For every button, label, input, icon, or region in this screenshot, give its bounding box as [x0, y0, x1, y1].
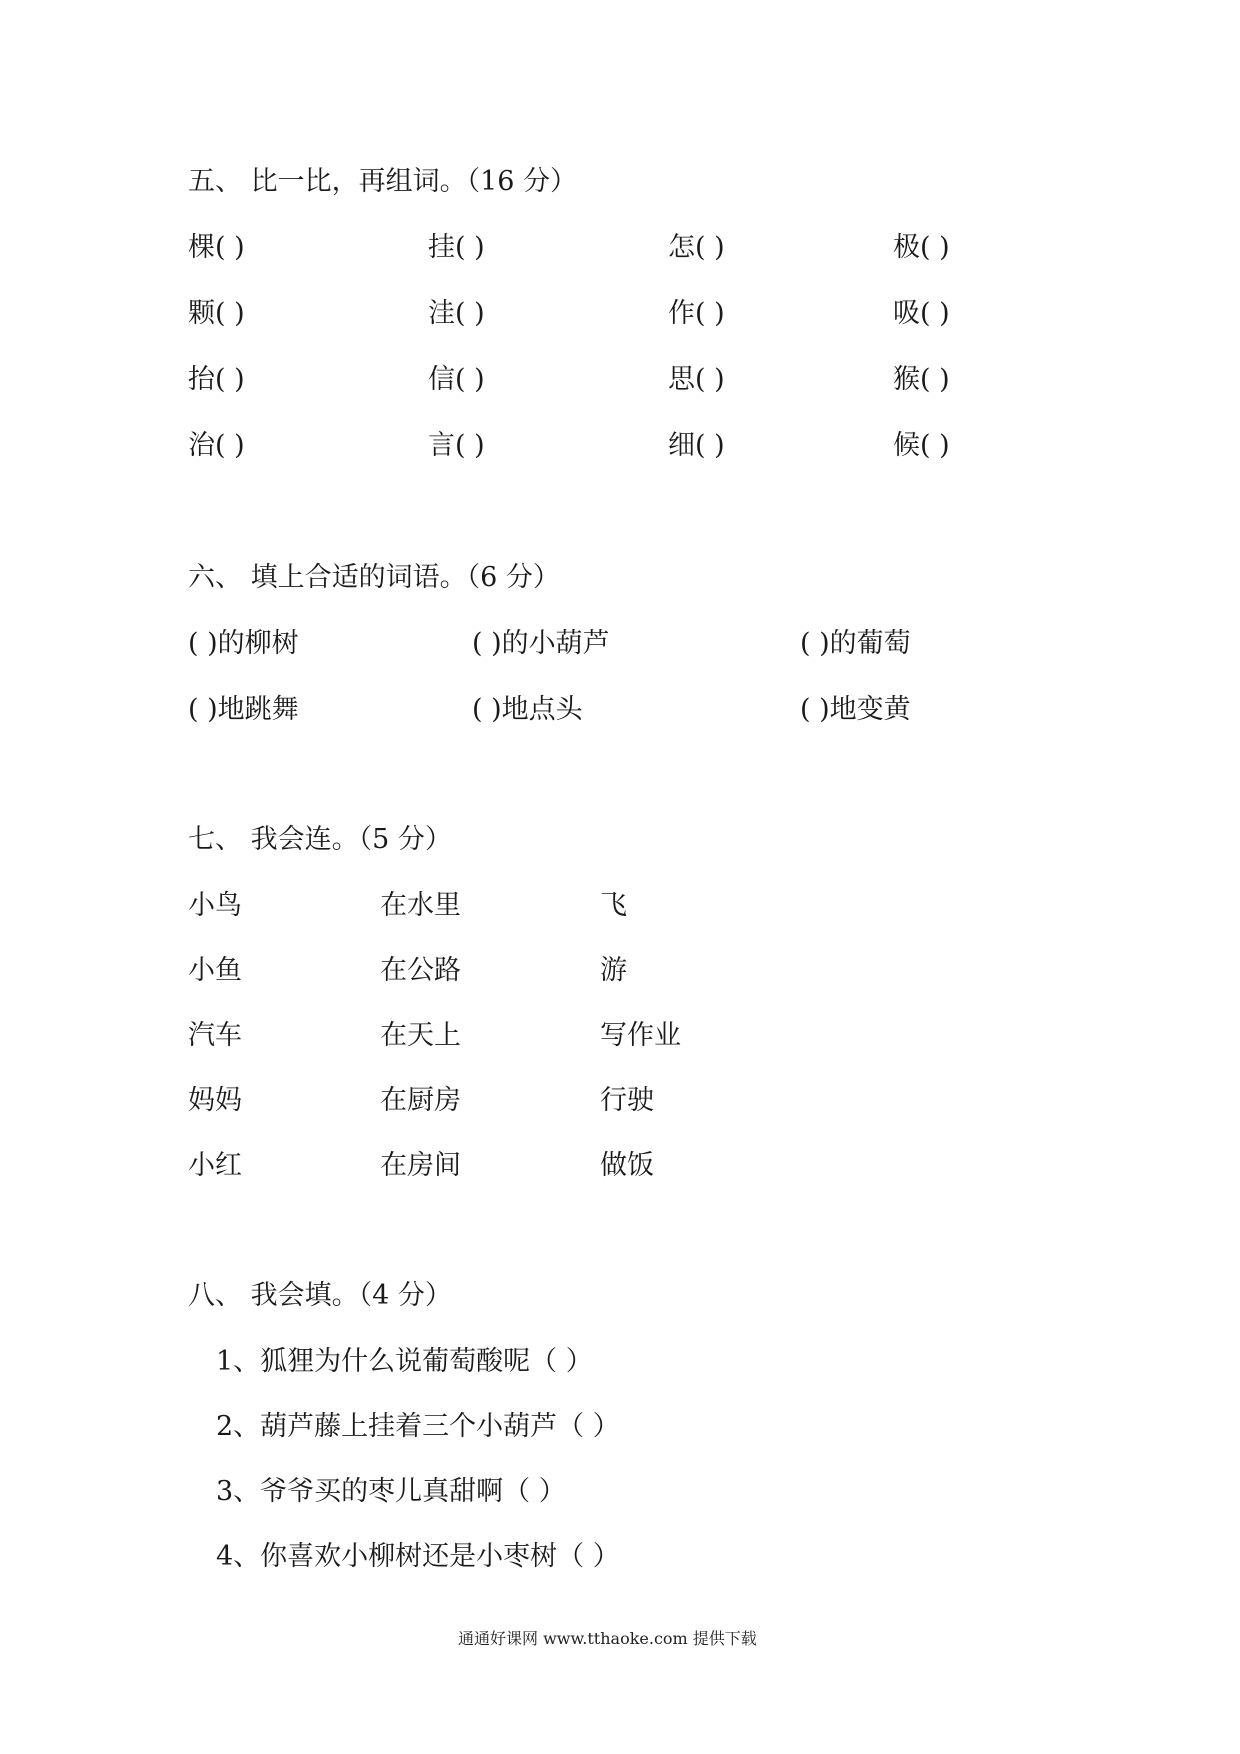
s7-c2-3: 在天上	[380, 1020, 461, 1051]
s5-r2-c2: 洼( )	[428, 298, 485, 329]
s5-r1-c4: 极( )	[893, 232, 950, 263]
s6-r2-c1: ( )地跳舞	[188, 694, 299, 725]
s8-item-2: 2、葫芦藤上挂着三个小葫芦（ ）	[216, 1411, 620, 1442]
s6-r1-c2: ( )的小葫芦	[472, 628, 610, 659]
s5-r2-c4: 吸( )	[893, 298, 950, 329]
section6-title: 六、 填上合适的词语。（6 分）	[188, 562, 560, 593]
s5-r1-c1: 棵( )	[188, 232, 245, 263]
s7-c3-4: 行驶	[600, 1085, 654, 1116]
section8-title: 八、 我会填。（4 分）	[188, 1280, 452, 1311]
section5-title: 五、 比一比，再组词。（16 分）	[188, 166, 578, 197]
s5-r2-c1: 颗( )	[188, 298, 245, 329]
s5-r4-c4: 候( )	[893, 430, 950, 461]
s7-c3-3: 写作业	[600, 1020, 681, 1051]
s7-c3-2: 游	[600, 955, 627, 986]
s5-r4-c3: 细( )	[668, 430, 725, 461]
section7-title: 七、 我会连。（5 分）	[188, 824, 452, 855]
s8-item-1: 1、狐狸为什么说葡萄酸呢（ ）	[216, 1346, 593, 1377]
s5-r3-c1: 抬( )	[188, 364, 245, 395]
s5-r2-c3: 作( )	[668, 298, 725, 329]
s6-r2-c3: ( )地变黄	[800, 694, 911, 725]
s6-r2-c2: ( )地点头	[472, 694, 583, 725]
s7-c2-5: 在房间	[380, 1150, 461, 1181]
s8-item-3: 3、爷爷买的枣儿真甜啊（ ）	[216, 1476, 566, 1507]
s5-r4-c1: 治( )	[188, 430, 245, 461]
footer-text: 通通好课网 www.tthaoke.com 提供下载	[458, 1629, 757, 1648]
s7-c1-2: 小鱼	[188, 955, 242, 986]
s7-c2-4: 在厨房	[380, 1085, 461, 1116]
s8-item-4: 4、你喜欢小柳树还是小枣树（ ）	[216, 1541, 620, 1572]
s5-r4-c2: 言( )	[428, 430, 485, 461]
s7-c3-1: 飞	[600, 890, 627, 921]
s7-c2-2: 在公路	[380, 955, 461, 986]
s6-r1-c1: ( )的柳树	[188, 628, 299, 659]
s5-r1-c3: 怎( )	[668, 232, 725, 263]
s7-c1-4: 妈妈	[188, 1085, 242, 1116]
s5-r1-c2: 挂( )	[428, 232, 485, 263]
s7-c1-5: 小红	[188, 1150, 242, 1181]
s5-r3-c4: 猴( )	[893, 364, 950, 395]
s5-r3-c3: 思( )	[668, 364, 725, 395]
s6-r1-c3: ( )的葡萄	[800, 628, 911, 659]
s7-c2-1: 在水里	[380, 890, 461, 921]
s7-c1-3: 汽车	[188, 1020, 242, 1051]
s7-c3-5: 做饭	[600, 1150, 654, 1181]
s7-c1-1: 小鸟	[188, 890, 242, 921]
s5-r3-c2: 信( )	[428, 364, 485, 395]
